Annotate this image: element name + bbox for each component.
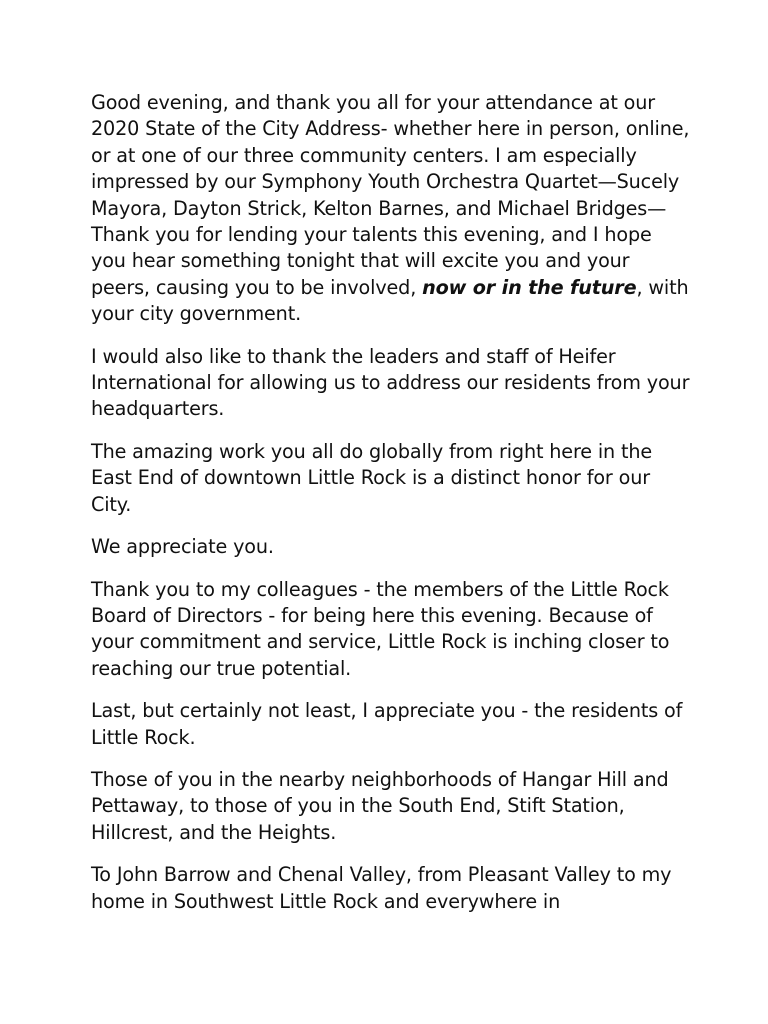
paragraph-east-end: The amazing work you all do globally from right here in the East End of downtown Little Rock is a distinct honor for our City. bbox=[91, 439, 653, 516]
paragraph-colleagues: Thank you to my colleagues - the members of the Little Rock Board of Directors - for being here this evening. Because of your commitment and service, Little Rock is inching closer to reaching our true potential. bbox=[91, 577, 670, 680]
paragraph-neighborhoods: Those of you in the nearby neighborhoods of Hangar Hill and Pettaway, to those of you in the South End, Stift Station, Hillcrest, and the Heights. bbox=[91, 767, 669, 844]
paragraph-welcome-text: Good evening, and thank you all for your attendance at our 2020 State of the City Address- whether here in person, online, or at one of our three community centers. I am especially impressed by our Symphony Youth Orchestra Quartet—Sucely Mayora, Dayton Strick, Kelton Barnes, and Michael Bridges—Thank you for lending your talents this evening, and I hope you hear something tonight that will excite you and your peers, causing you to be involved, bbox=[91, 91, 690, 299]
document-page bbox=[91, 90, 691, 931]
paragraph-heifer-thanks: I would also like to thank the leaders and staff of Heifer International for allowing us to address our residents from your headquarters. bbox=[91, 344, 690, 421]
emphasis-now-or-future: now or in the future bbox=[422, 275, 637, 299]
paragraph-residents: Last, but certainly not least, I appreciate you - the residents of Little Rock. bbox=[91, 699, 683, 749]
paragraph-southwest: To John Barrow and Chenal Valley, from Pleasant Valley to my home in Southwest Little Rock and everywhere in bbox=[91, 863, 672, 913]
paragraph-appreciate: We appreciate you. bbox=[91, 535, 274, 559]
paragraph-welcome bbox=[91, 90, 691, 328]
paragraph-welcome-end: , with your city government. bbox=[91, 275, 689, 326]
